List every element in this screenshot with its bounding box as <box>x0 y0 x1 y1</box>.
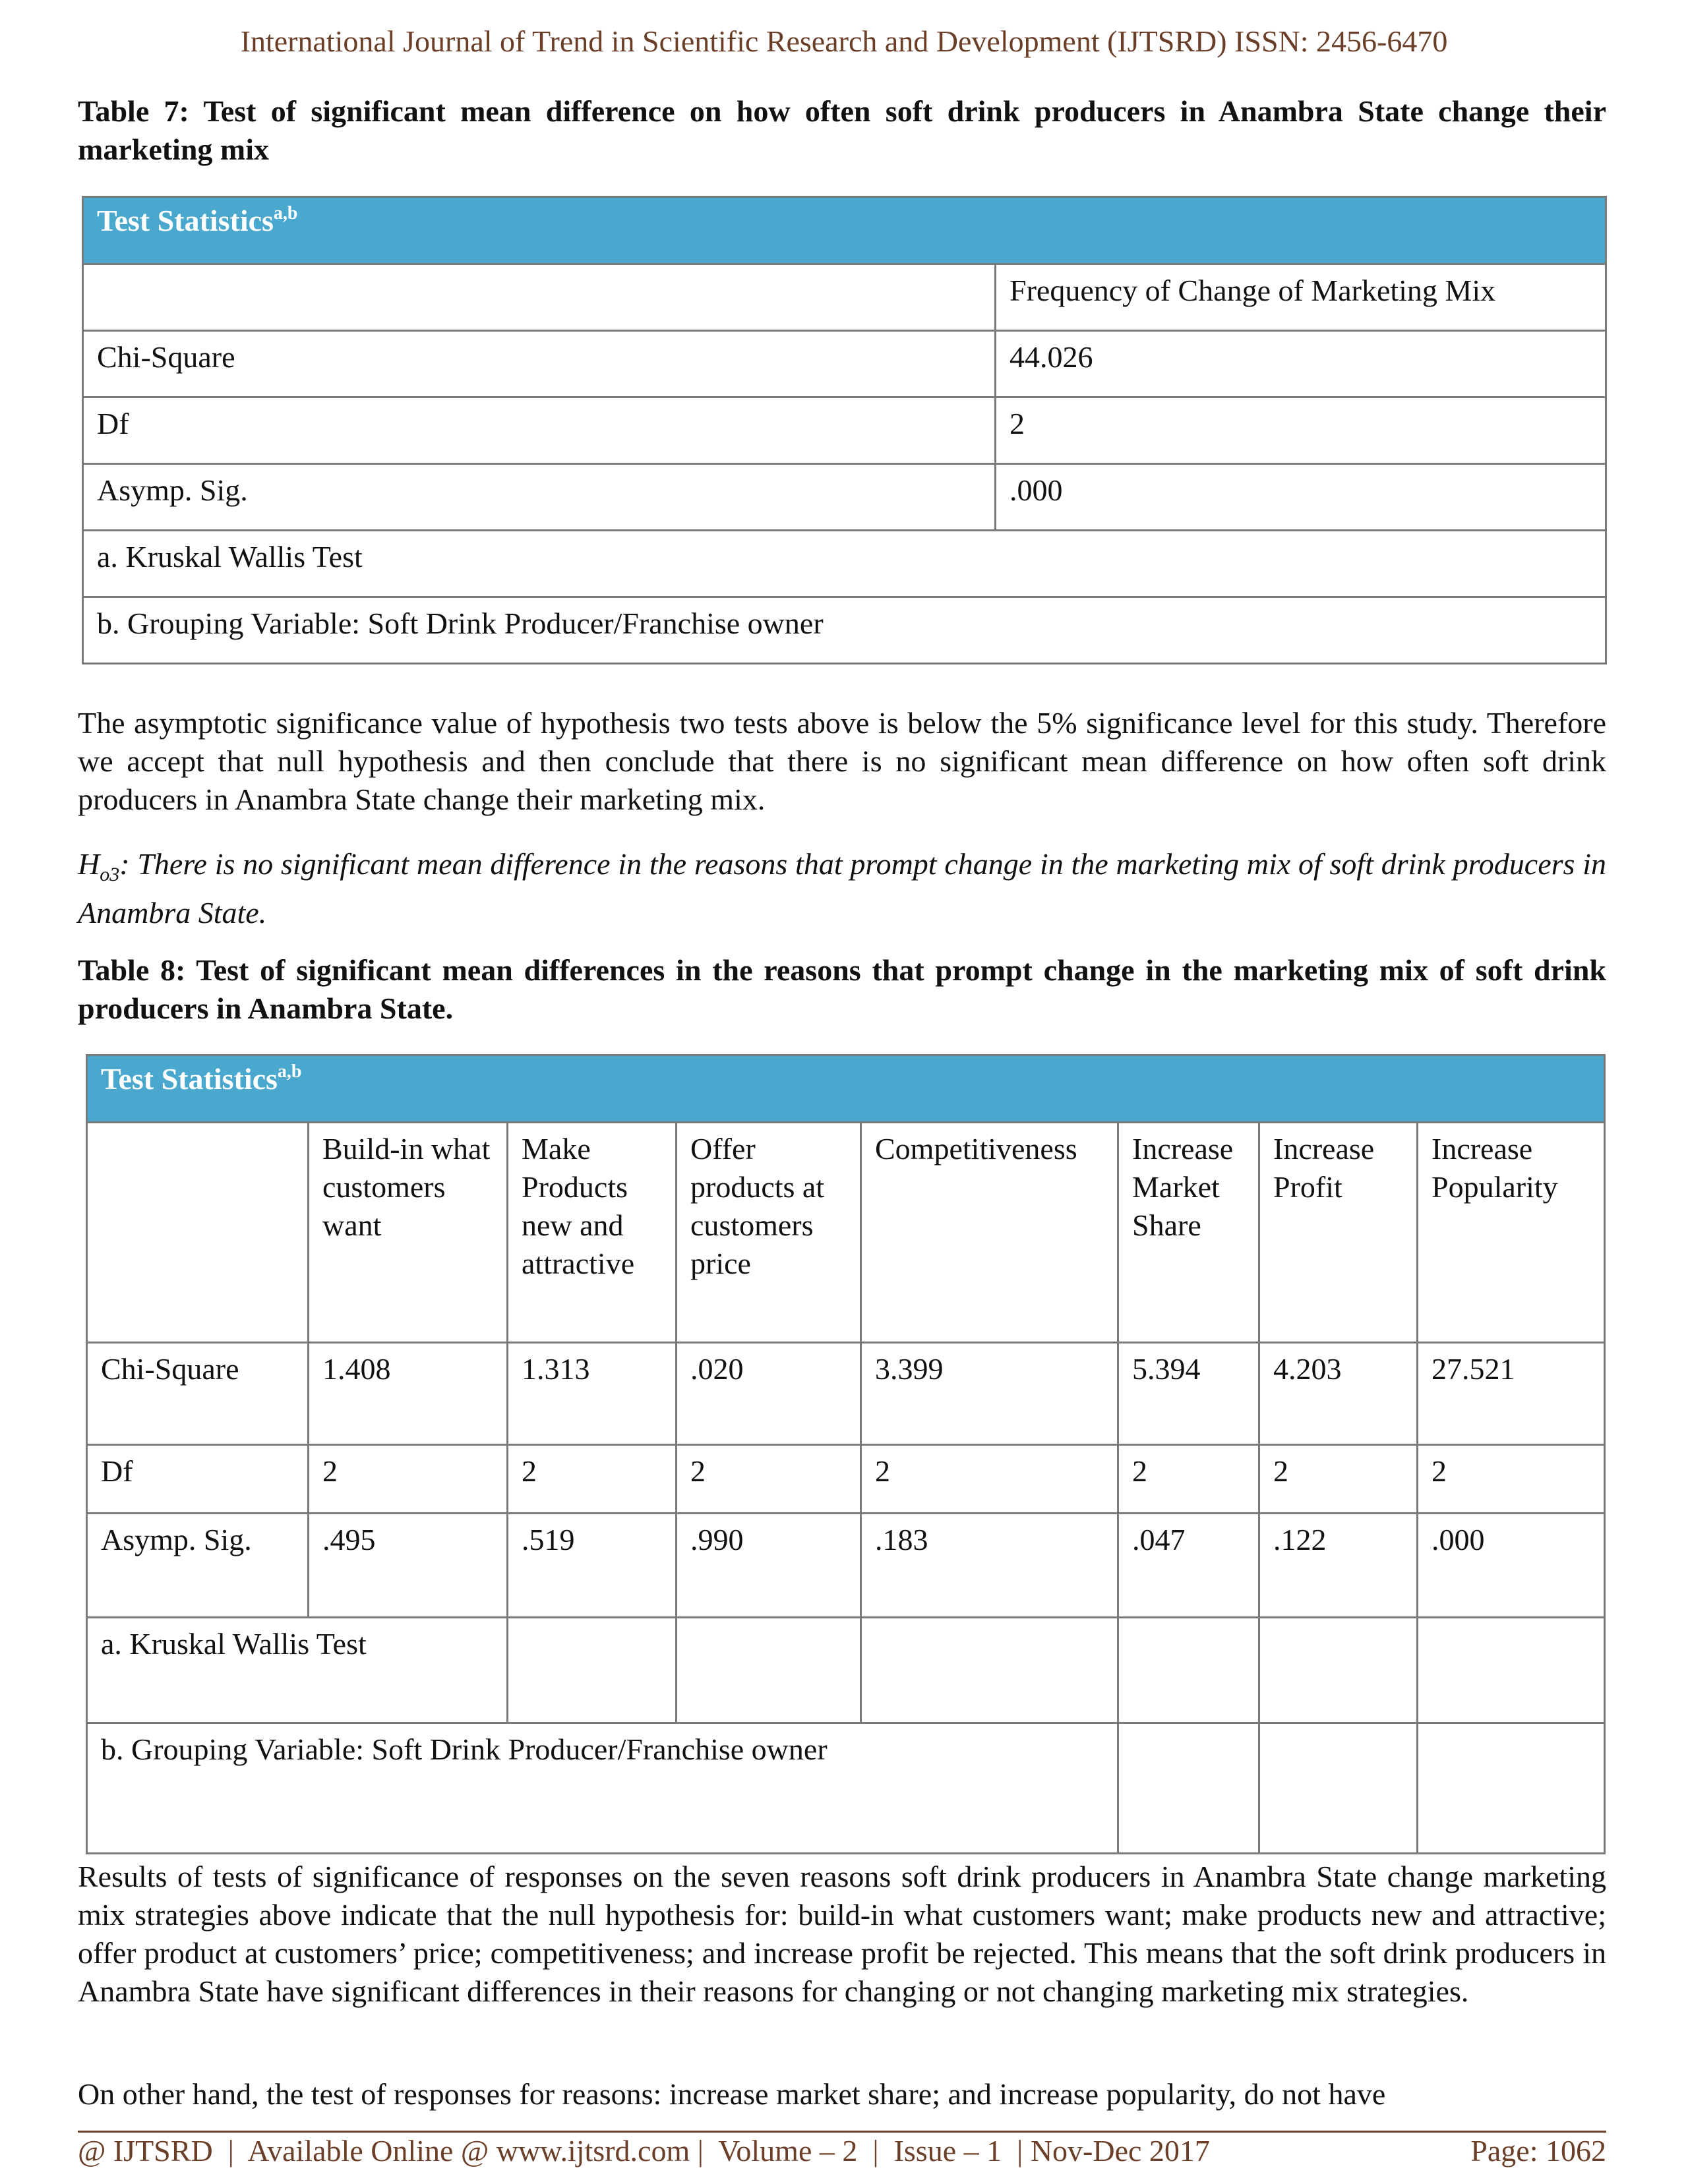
hypothesis-subscript: o3 <box>100 864 120 886</box>
table8-cell: 1.313 <box>508 1343 677 1445</box>
table8-empty-cell <box>677 1618 861 1723</box>
table8-caption: Table 8: Test of significant mean differences in the reasons that prompt change in the marketing mix of soft drink producers in Anambra State. <box>78 953 1606 1025</box>
table7-title-sup: a,b <box>273 203 298 223</box>
table8-column-header: Offer products at customers price <box>677 1123 861 1343</box>
table8-note-a: a. Kruskal Wallis Test <box>87 1618 508 1723</box>
table8-cell: .000 <box>1418 1514 1605 1618</box>
table8-cell: .020 <box>677 1343 861 1445</box>
hypothesis-paragraph <box>78 845 1606 932</box>
paragraph-1: The asymptotic significance value of hypothesis two tests above is below the 5% significance level for this study. Therefore we accept that null hypothesis and then conclude that there is no significant mean difference on how often soft drink producers in Anambra State change their marketing mix. <box>78 706 1606 816</box>
table8-column-header: Increase Popularity <box>1418 1123 1605 1343</box>
table8-cell: 4.203 <box>1259 1343 1418 1445</box>
table7-title-band <box>83 197 1606 264</box>
table7-corner-cell <box>83 264 996 331</box>
table7-note-b: b. Grouping Variable: Soft Drink Producer/Franchise owner <box>83 597 1606 664</box>
table8-cell: 2 <box>1259 1445 1418 1514</box>
table8-title-band <box>87 1055 1605 1123</box>
table7-row-label: Chi-Square <box>83 331 996 398</box>
table8-column-header: Increase Market Share <box>1118 1123 1259 1343</box>
table7-column-header: Frequency of Change of Marketing Mix <box>996 264 1606 331</box>
table8-empty-cell <box>508 1618 677 1723</box>
table8-cell: 1.408 <box>309 1343 508 1445</box>
table8-column-header: Competitiveness <box>861 1123 1118 1343</box>
table7-row-label: Asymp. Sig. <box>83 464 996 531</box>
table7-title: Test Statistics <box>97 204 274 237</box>
table7 <box>82 196 1607 664</box>
table8-cell: 2 <box>1418 1445 1605 1514</box>
page-footer <box>78 2133 1606 2168</box>
table7-row-value: 44.026 <box>996 331 1606 398</box>
footer-divider <box>78 2131 1606 2133</box>
journal-header: International Journal of Trend in Scientific Research and Development (IJTSRD) ISSN: 2456-6470 <box>240 24 1448 58</box>
table8-note-b: b. Grouping Variable: Soft Drink Producer/Franchise owner <box>87 1723 1118 1854</box>
table8-row-label: Asymp. Sig. <box>87 1514 309 1618</box>
table8-row-label: Df <box>87 1445 309 1514</box>
table8-title-sup: a,b <box>277 1061 302 1082</box>
table8-column-header: Build-in what customers want <box>309 1123 508 1343</box>
table8-cell: 2 <box>677 1445 861 1514</box>
table8 <box>86 1054 1606 1854</box>
table8-column-header: Make Products new and attractive <box>508 1123 677 1343</box>
footer-info: @ IJTSRD | Available Online @ www.ijtsrd.com | Volume – 2 | Issue – 1 | Nov-Dec 2017 <box>78 2134 1210 2168</box>
table8-cell: 3.399 <box>861 1343 1118 1445</box>
table8-cell: 27.521 <box>1418 1343 1605 1445</box>
table8-empty-cell <box>1259 1723 1418 1854</box>
table8-empty-cell <box>1418 1618 1605 1723</box>
hypothesis-label: H <box>78 847 100 881</box>
table8-empty-cell <box>1118 1723 1259 1854</box>
table8-cell: .495 <box>309 1514 508 1618</box>
table8-corner-cell <box>87 1123 309 1343</box>
table8-empty-cell <box>1118 1618 1259 1723</box>
table7-note-a: a. Kruskal Wallis Test <box>83 531 1606 597</box>
page-number: Page: 1062 <box>1470 2134 1606 2168</box>
paragraph-3: On other hand, the test of responses for reasons: increase market share; and increase popularity, do not have <box>78 2077 1386 2111</box>
table8-column-header: Increase Profit <box>1259 1123 1418 1343</box>
table8-cell: .047 <box>1118 1514 1259 1618</box>
table8-cell: 2 <box>309 1445 508 1514</box>
table7-row-label: Df <box>83 398 996 464</box>
table7-row-value: 2 <box>996 398 1606 464</box>
table8-empty-cell <box>1418 1723 1605 1854</box>
table8-cell: .519 <box>508 1514 677 1618</box>
table8-title: Test Statistics <box>101 1062 278 1096</box>
table7-row-value: .000 <box>996 464 1606 531</box>
table8-cell: 2 <box>1118 1445 1259 1514</box>
table8-cell: .183 <box>861 1514 1118 1618</box>
table7-caption: Table 7: Test of significant mean difference on how often soft drink producers in Anambra State change their marketing mix <box>78 94 1606 166</box>
table8-cell: 2 <box>861 1445 1118 1514</box>
table8-empty-cell <box>861 1618 1118 1723</box>
table8-cell: 2 <box>508 1445 677 1514</box>
paragraph-2: Results of tests of significance of responses on the seven reasons soft drink producers in Anambra State change marketing mix strategies above indicate that the null hypothesis for: build-in what customers want; make products new and attractive; offer product at customers’ price; competitiveness; and increase profit be rejected. This means that the soft drink producers in Anambra State have significant differences in their reasons for changing or not changing marketing mix strategies. <box>78 1860 1606 2008</box>
hypothesis-text: : There is no significant mean difference in the reasons that prompt change in the marketing mix of soft drink producers in Anambra State. <box>78 847 1606 930</box>
table8-cell: 5.394 <box>1118 1343 1259 1445</box>
table8-cell: .990 <box>677 1514 861 1618</box>
table8-empty-cell <box>1259 1618 1418 1723</box>
table8-row-label: Chi-Square <box>87 1343 309 1445</box>
table8-cell: .122 <box>1259 1514 1418 1618</box>
